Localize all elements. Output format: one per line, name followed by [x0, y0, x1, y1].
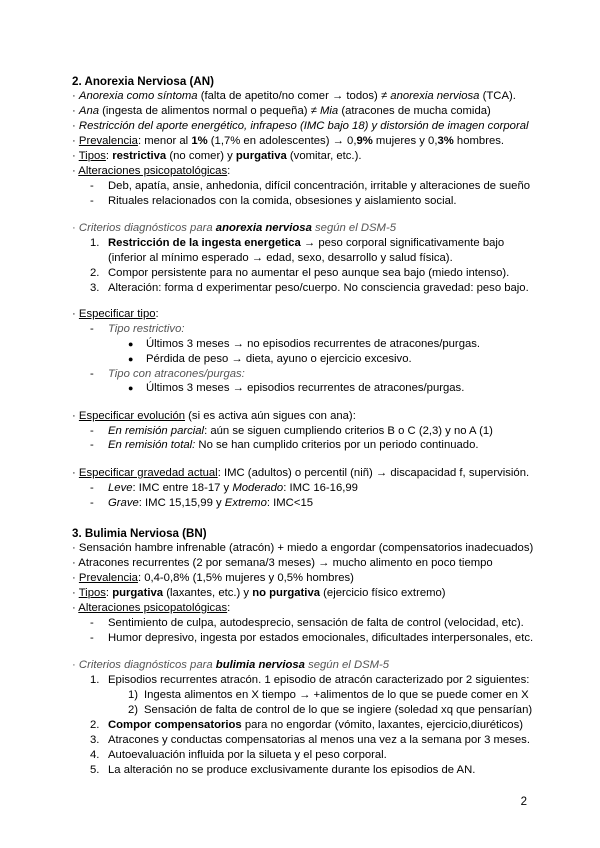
- an-alt-item: - Deb, apatía, ansie, anhedonia, difícil concentración, irritable y alteraciones de sueño: [90, 180, 531, 192]
- an-alt-item: - Rituales relacionados con la comida, obsesiones y aislamiento social.: [90, 195, 457, 207]
- an-criterios-heading: · Criterios diagnósticos para anorexia nerviosa según el DSM-5: [72, 222, 397, 234]
- bn-alteraciones-label: · Alteraciones psicopatológicas:: [72, 602, 231, 614]
- an-criterio-1: 1. Restricción de la ingesta energetica → peso corporal significativamente bajo: [90, 237, 505, 249]
- an-criterio-3: 3. Alteración: forma d experimentar peso/cuerpo. No consciencia gravedad: peso bajo.: [90, 282, 529, 294]
- an-line-sintoma: · Anorexia como síntoma (falta de apetito/no comer → todos) ≠ anorexia nerviosa (TCA).: [72, 90, 516, 102]
- bn-line-sensacion: · Sensación hambre infrenable (atracón) + miedo a engordar (compensatorios inadecuados): [72, 542, 534, 554]
- an-especificar-tipo: · Especificar tipo:: [72, 308, 159, 320]
- bn-line-atracones: · Atracones recurrentes (2 por semana/3 meses) → mucho alimento en poco tiempo: [72, 557, 493, 569]
- an-criterio-1-cont: (inferior al mínimo esperado → edad, sexo, desarrollo y salud física).: [108, 252, 453, 264]
- section-title-anorexia: 2. Anorexia Nerviosa (AN): [72, 75, 214, 88]
- bn-criterios-heading: · Criterios diagnósticos para bulimia nerviosa según el DSM-5: [72, 659, 390, 671]
- bn-alt-item: - Sentimiento de culpa, autodesprecio, sensación de falta de control (velocidad, etc).: [90, 617, 524, 629]
- an-prevalencia: · Prevalencia: menor al 1% (1,7% en adolescentes) → 0,9% mujeres y 0,3% hombres.: [72, 135, 505, 147]
- an-evolucion: · Especificar evolución (si es activa aún sigues con ana):: [72, 410, 356, 422]
- an-line-ana-mia: · Ana (ingesta de alimentos normal o pequeña) ≠ Mia (atracones de mucha comida): [72, 105, 491, 117]
- an-alteraciones-label: · Alteraciones psicopatológicas:: [72, 165, 231, 177]
- bn-criterio-1: 1. Episodios recurrentes atracón. 1 episodio de atracón caracterizado por 2 siguientes:: [90, 674, 530, 686]
- an-evo-total: - En remisión total: No se han cumplido criterios por un periodo continuado.: [90, 439, 479, 451]
- bn-tipos: · Tipos: purgativa (laxantes, etc.) y no purgativa (ejercicio físico extremo): [72, 587, 446, 599]
- an-tipo-r-item: ● Pérdida de peso → dieta, ayuno o ejercicio excesivo.: [128, 353, 412, 365]
- bn-criterio-4: 4. Autoevaluación influida por la silueta y el peso corporal.: [90, 749, 387, 761]
- an-tipo-r-item: ● Últimos 3 meses → no episodios recurrentes de atracones/purgas.: [128, 338, 481, 350]
- page-number: 2: [520, 796, 527, 808]
- bn-criterio-1-sub: 1) Ingesta alimentos en X tiempo → +alimentos de lo que se puede comer en X: [128, 689, 529, 701]
- an-line-restriccion: · Restricción del aporte energético, infrapeso (IMC bajo 18) y distorsión de imagen corporal: [72, 120, 529, 132]
- an-tipos: · Tipos: restrictiva (no comer) y purgativa (vomitar, etc.).: [72, 150, 362, 162]
- an-criterio-2: 2. Compor persistente para no aumentar el peso aunque sea bajo (miedo intenso).: [90, 267, 510, 279]
- an-evo-parcial: - En remisión parcial: aún se siguen cumpliendo criterios B o C (2,3) y no A (1): [90, 425, 493, 437]
- section-title-bulimia: 3. Bulimia Nerviosa (BN): [72, 527, 207, 540]
- bn-criterio-2: 2. Compor compensatorios para no engordar (vómito, laxantes, ejercicio,diuréticos): [90, 719, 524, 731]
- an-grav-grave: - Grave: IMC 15,15,99 y Extremo: IMC<15: [90, 497, 314, 509]
- an-tipo-p-item: ● Últimos 3 meses → episodios recurrentes de atracones/purgas.: [128, 382, 465, 394]
- an-tipo-purgas: - Tipo con atracones/purgas:: [90, 368, 245, 380]
- an-gravedad: · Especificar gravedad actual: IMC (adultos) o percentil (niñ) → discapacidad f, supervisión.: [72, 467, 530, 479]
- bn-criterio-5: 5. La alteración no se produce exclusivamente durante los episodios de AN.: [90, 764, 476, 776]
- an-grav-leve: - Leve: IMC entre 18-17 y Moderado: IMC 16-16,99: [90, 482, 358, 494]
- bn-alt-item: - Humor depresivo, ingesta por estados emocionales, dificultades interpersonales, etc.: [90, 632, 534, 644]
- bn-criterio-1-sub: 2) Sensación de falta de control de lo que se ingiere (soledad xq que pensarían): [128, 704, 533, 716]
- bn-criterio-3: 3. Atracones y conductas compensatorias al menos una vez a la semana por 3 meses.: [90, 734, 530, 746]
- bn-prevalencia: · Prevalencia: 0,4-0,8% (1,5% mujeres y 0,5% hombres): [72, 572, 354, 584]
- an-tipo-restrictivo: - Tipo restrictivo:: [90, 323, 185, 335]
